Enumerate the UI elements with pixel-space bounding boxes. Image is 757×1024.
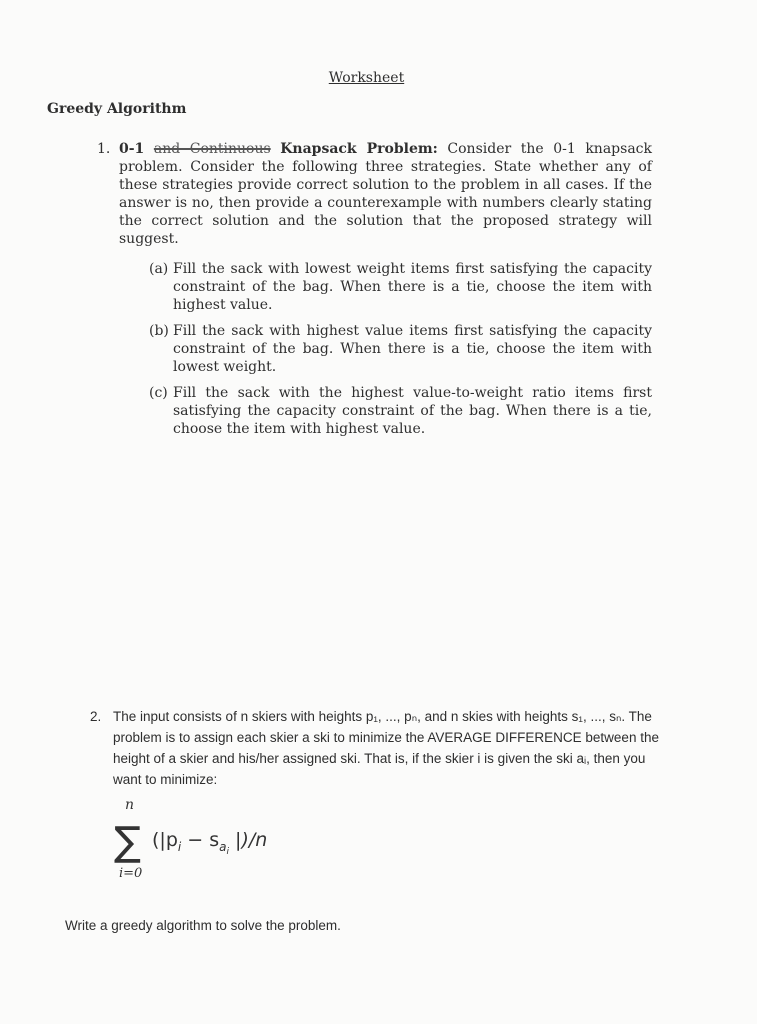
strategy-item	[125, 260, 652, 314]
question-2	[90, 706, 660, 790]
summation-formula	[112, 795, 332, 885]
strategy-label: (c)	[149, 385, 168, 401]
question-1-number: 1.	[97, 141, 111, 157]
summation-lower-limit: i=0	[119, 866, 143, 881]
strategy-label: (a)	[149, 261, 169, 277]
strategy-text: Fill the sack with highest value items first satisfying the capacity constraint of the bag. When there is a tie, choose the item with lowest weight.	[173, 323, 652, 375]
question-2-number: 2.	[90, 709, 102, 724]
sigma-icon: ∑	[114, 819, 141, 865]
question-1-prefix: 0-1	[119, 141, 145, 157]
question-1-heading: Knapsack Problem:	[280, 141, 438, 157]
question-2-text: The input consists of n skiers with heights p₁, ..., pₙ, and n skies with heights s₁, ..., sₙ. The problem is to assign each skier a ski to minimize the AVERAGE DIFFERENCE between the height of a skier and his/her assigned ski. That is, if the skier i is given the ski aᵢ, then you want to minimize:	[113, 709, 659, 787]
strategy-text: Fill the sack with the highest value-to-weight ratio items first satisfying the capacity constraint of the bag. When there is a tie, choose the item with highest value.	[173, 385, 652, 437]
summation-expression: ($|p_i - s_ai$ |)/n	[152, 829, 268, 857]
page-title: Worksheet	[328, 70, 405, 86]
question-1-text: Consider the 0-1 knapsack problem. Consider the following three strategies. State whether any of these strategies provide correct solution to the problem in all cases. If the answer is no, then provide a counterexample with numbers clearly stating the correct solution and the solution that the proposed strategy will suggest.	[119, 141, 652, 247]
section-title: Greedy Algorithm	[47, 101, 187, 117]
strategy-item	[125, 384, 652, 438]
strategy-list	[125, 260, 652, 438]
strategy-item	[125, 322, 652, 376]
strategy-text: Fill the sack with lowest weight items first satisfying the capacity constraint of the bag. When there is a tie, choose the item with highest value.	[173, 261, 652, 313]
question-1-body	[119, 140, 652, 438]
summation-upper-limit: n	[125, 797, 135, 813]
closing-instruction: Write a greedy algorithm to solve the problem.	[65, 918, 341, 933]
question-1-struck-text: and Continuous	[153, 141, 271, 157]
question-1	[97, 140, 652, 446]
strategy-label: (b)	[149, 323, 169, 339]
